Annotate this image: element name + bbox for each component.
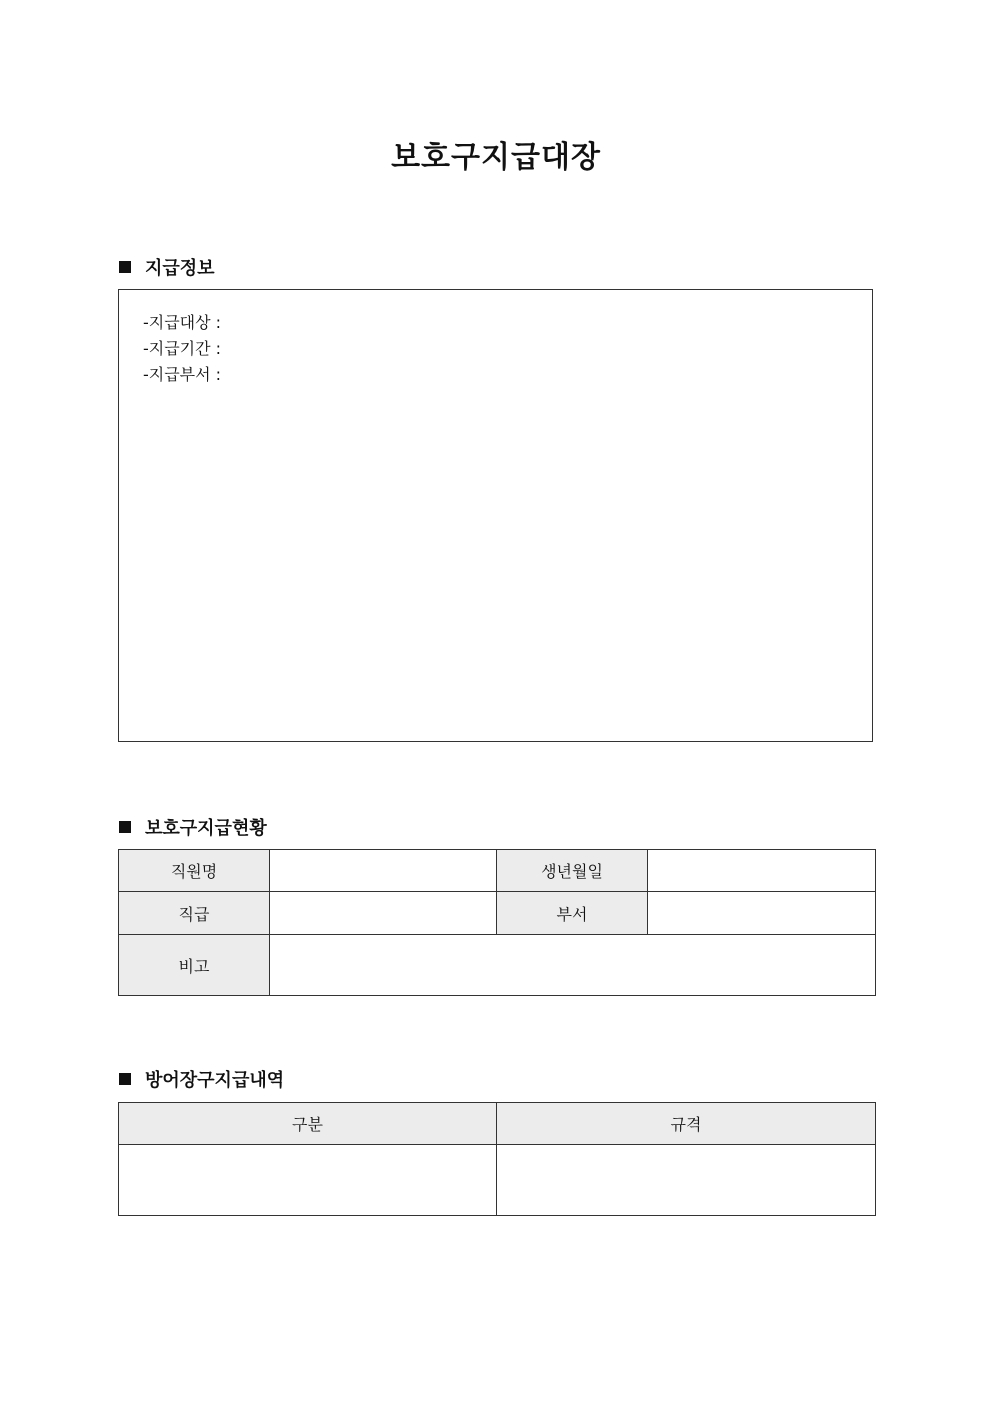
department-label: 부서 [497, 892, 648, 935]
section-heading-equipment-details [119, 1066, 284, 1092]
table-row [119, 850, 876, 892]
rank-value[interactable] [270, 892, 497, 935]
supply-target-line: -지급대상 : [143, 313, 222, 332]
section-heading-label: 보호구지급현황 [145, 818, 267, 839]
square-bullet-icon [119, 1073, 131, 1085]
category-value[interactable] [119, 1145, 497, 1216]
table-header-row [119, 1103, 876, 1145]
equipment-details-table [118, 1102, 876, 1216]
rank-label: 직급 [119, 892, 270, 935]
birth-date-label: 생년월일 [497, 850, 648, 892]
section-heading-supply-status [119, 814, 267, 840]
specification-value[interactable] [497, 1145, 876, 1216]
supply-period-line: -지급기간 : [143, 339, 222, 358]
supply-department-line: -지급부서 : [143, 365, 222, 384]
employee-name-label: 직원명 [119, 850, 270, 892]
square-bullet-icon [119, 821, 131, 833]
specification-column-header: 규격 [497, 1103, 876, 1145]
table-row [119, 892, 876, 935]
remarks-value[interactable] [270, 935, 876, 996]
table-row [119, 935, 876, 996]
section-heading-label: 지급정보 [145, 258, 215, 279]
department-value[interactable] [648, 892, 876, 935]
supply-info-box [118, 289, 873, 742]
section-heading-supply-info [119, 254, 215, 280]
birth-date-value[interactable] [648, 850, 876, 892]
supply-status-table [118, 849, 876, 996]
employee-name-value[interactable] [270, 850, 497, 892]
remarks-label: 비고 [119, 935, 270, 996]
square-bullet-icon [119, 261, 131, 273]
section-heading-label: 방어장구지급내역 [145, 1070, 285, 1091]
page-title: 보호구지급대장 [391, 140, 601, 175]
table-row [119, 1145, 876, 1216]
category-column-header: 구분 [119, 1103, 497, 1145]
